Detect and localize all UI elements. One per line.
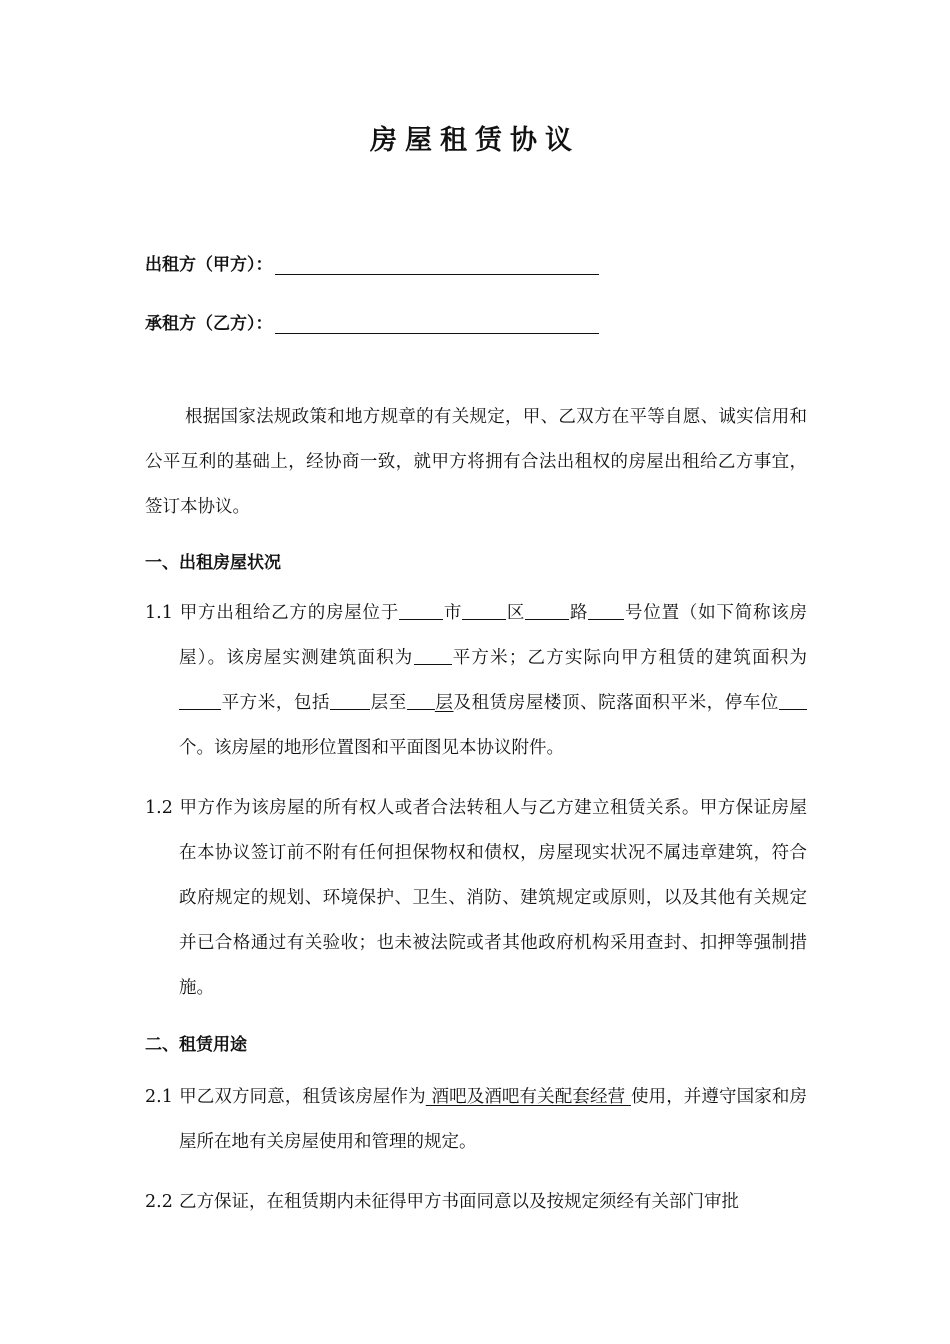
clause-text: 甲乙双方同意，租赁该房屋作为: [179, 1087, 426, 1107]
lessee-label: 承租方（乙方）：: [145, 314, 273, 334]
lessee-blank: [275, 315, 599, 334]
clause-text: 乙方保证，在租赁期内未征得甲方书面同意以及按规定须经有关部门审批: [179, 1192, 739, 1212]
lessor-blank: [275, 256, 599, 275]
rent-area-blank: [179, 691, 221, 710]
clause-2-1: [145, 1075, 807, 1165]
section-1-heading: 一、出租房屋状况: [145, 553, 281, 573]
road-blank: [525, 601, 569, 620]
city-blank: [399, 601, 443, 620]
clause-number: 1.1: [145, 603, 173, 623]
usage-filled-blank: 酒吧及酒吧有关配套经营: [425, 1087, 631, 1107]
page-title: 房屋租赁协议: [370, 125, 580, 156]
clause-number: 1.2: [145, 798, 173, 818]
clause-text: 号位置（如下简称该房屋）。该房屋实测建筑面积为: [179, 603, 808, 668]
clause-text: 层至: [370, 693, 407, 713]
clause-text: 层: [434, 693, 454, 713]
lessor-label: 出租方（甲方）：: [145, 255, 273, 275]
area-blank: [414, 646, 452, 665]
clause-number: 2.2: [145, 1192, 173, 1212]
number-blank: [588, 601, 624, 620]
district-blank: [462, 601, 506, 620]
clause-text: 平方米；乙方实际向甲方租赁的建筑面积为: [451, 648, 808, 668]
clause-text: 路: [569, 603, 589, 623]
section-2-heading: 二、租赁用途: [145, 1035, 247, 1055]
floor-from-blank: [330, 691, 370, 710]
clause-text: 甲方出租给乙方的房屋位于: [179, 603, 400, 623]
parking-blank: [779, 691, 807, 710]
clause-text: 市: [443, 603, 463, 623]
clause-text: 区: [506, 603, 526, 623]
clause-1-1: [145, 591, 807, 771]
clause-text: 平方米，包括: [221, 693, 331, 713]
clause-text: 个。该房屋的地形位置图和平面图见本协议附件。: [179, 738, 564, 758]
clause-text: 甲方作为该房屋的所有权人或者合法转租人与乙方建立租赁关系。甲方保证房屋在本协议签订前不附有任何担保物权和债权，房屋现实状况不属违章建筑，符合政府规定的规划、环境保护、卫生、消防、建筑规定或原则，以及其他有关规定并已合格通过有关验收；也未被法院或者其他政府机构采用查封、扣押等强制措施。: [179, 798, 807, 998]
lessee-line: [145, 309, 599, 334]
clause-2-2: [145, 1180, 807, 1225]
clause-text: 使用，并遵守国家和房屋所在地有关房屋使用和管理的规定。: [179, 1087, 808, 1152]
lessor-line: [145, 250, 599, 275]
clause-text: 及租赁房屋楼顶、院落面积平米，停车位: [453, 693, 780, 713]
floor-to-blank: [407, 691, 435, 710]
intro-paragraph: 根据国家法规政策和地方规章的有关规定，甲、乙双方在平等自愿、诚实信用和公平互利的基础上，经协商一致，就甲方将拥有合法出租权的房屋出租给乙方事宜，签订本协议。: [145, 407, 807, 517]
clause-1-2: [145, 786, 807, 1011]
clause-number: 2.1: [145, 1087, 173, 1107]
